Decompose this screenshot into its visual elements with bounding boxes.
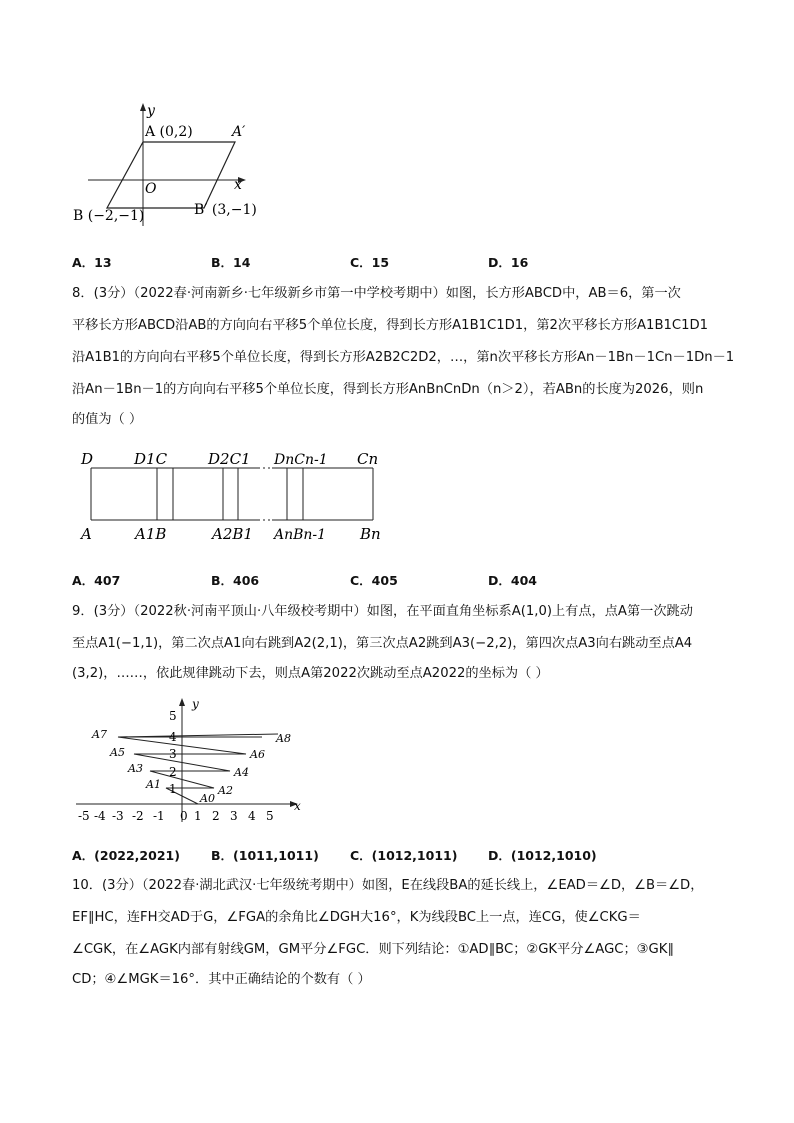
- q9-stem-line-1: 9．(3分）（2022秋·河南平顶山·八年级校考期中）如图，在平面直角坐标系A(1,0)上有点，点A第一次跳动: [72, 604, 693, 619]
- q9-option-b[interactable]: B．(1011,1011): [211, 848, 319, 863]
- q9-x-tick: -1: [153, 809, 165, 823]
- q7-point-a-prime-label: A′: [232, 124, 246, 140]
- q9-y-tick: 3: [169, 747, 177, 761]
- q9-x-tick: -3: [112, 809, 124, 823]
- q10-stem-line-2: EF∥HC，连FH交AD于G，∠FGA的余角比∠DGH大16°，K为线段BC上一点，连CG，使∠CKG＝: [72, 910, 641, 925]
- q8-label-dncn1: DnCn-1: [274, 452, 328, 468]
- q8-stem-line-1: 8．(3分）（2022春·河南新乡·七年级新乡市第一中学校考期中）如图，长方形ABCD中，AB＝6，第一次: [72, 286, 681, 301]
- q8-label-cn: Cn: [357, 450, 379, 468]
- q9-x-tick: 0: [180, 809, 188, 823]
- q9-y-label: y: [192, 697, 199, 711]
- q8-option-d[interactable]: D．404: [488, 573, 537, 588]
- q8-option-b[interactable]: B．406: [211, 573, 260, 588]
- q7-option-c[interactable]: C．15: [350, 255, 390, 270]
- q9-y-tick: 5: [169, 709, 177, 723]
- q9-point-label: A0: [200, 792, 215, 805]
- q8-label-d2c1: D2C1: [208, 450, 251, 468]
- q9-zigzag-figure: [72, 696, 312, 828]
- q8-label-bn: Bn: [360, 525, 381, 543]
- q10-stem-line-3: ∠CGK，在∠AGK内部有射线GM，GM平分∠FGC．则下列结论：①AD∥BC；②GK平分∠AGC；③GK∥: [72, 942, 674, 957]
- q9-x-tick: 3: [230, 809, 238, 823]
- q9-option-c[interactable]: C．(1012,1011): [350, 848, 458, 863]
- q9-y-tick: 2: [169, 765, 177, 779]
- q9-point-label: A2: [218, 784, 233, 797]
- q7-point-b-label: B (−2,−1): [73, 208, 145, 224]
- q9-point-label: A8: [276, 732, 291, 745]
- q9-point-label: A4: [234, 766, 249, 779]
- q9-option-a[interactable]: A．(2022,2021): [72, 848, 180, 863]
- q8-stem-line-2: 平移长方形ABCD沿AB的方向向右平移5个单位长度，得到长方形A1B1C1D1，第2次平移长方形A1B1C1D1: [72, 318, 709, 333]
- q9-x-label: x: [294, 799, 301, 813]
- q10-stem-line-4: CD；④∠MGK＝16°．其中正确结论的个数有（ ）: [72, 972, 371, 987]
- q9-y-tick: 1: [169, 782, 177, 796]
- q8-label-a: A: [81, 525, 92, 543]
- q7-point-a-label: A (0,2): [145, 124, 193, 140]
- q7-option-d[interactable]: D．16: [488, 255, 529, 270]
- q8-stem-line-4: 沿An－1Bn－1的方向向右平移5个单位长度，得到长方形AnBnCnDn（n＞2），若ABn的长度为2026，则n: [72, 382, 704, 397]
- q7-option-b[interactable]: B．14: [211, 255, 251, 270]
- q9-point-label: A7: [92, 728, 107, 741]
- q7-option-a[interactable]: A．13: [72, 255, 112, 270]
- q7-point-b-prime-label: B′ (3,−1): [194, 202, 257, 218]
- q8-label-a2b1: A2B1: [212, 525, 253, 543]
- q8-option-a[interactable]: A．407: [72, 573, 121, 588]
- q9-stem-line-3: (3,2)，……，依此规律跳动下去，则点A第2022次跳动至点A2022的坐标为（ ）: [72, 666, 549, 681]
- q9-point-label: A6: [250, 748, 265, 761]
- q8-stem-line-5: 的值为（ ）: [72, 412, 143, 427]
- q9-x-tick: 5: [266, 809, 274, 823]
- q7-origin-label: O: [145, 181, 157, 197]
- q9-option-d[interactable]: D．(1012,1010): [488, 848, 597, 863]
- q9-point-label: A5: [110, 746, 125, 759]
- q8-label-a1b: A1B: [135, 525, 167, 543]
- q9-y-tick: 4: [169, 730, 177, 744]
- q9-x-tick: 1: [194, 809, 202, 823]
- q8-option-c[interactable]: C．405: [350, 573, 398, 588]
- q9-stem-line-2: 至点A1(−1,1)，第二次点A1向右跳到A2(2,1)，第三次点A2跳到A3(−2,2)，第四次点A3向右跳动至点A4: [72, 636, 693, 651]
- q7-x-label: x: [234, 177, 242, 193]
- q8-label-d1c: D1C: [134, 450, 168, 468]
- q7-coordinate-figure: [70, 98, 270, 238]
- q9-point-label: A1: [146, 778, 161, 791]
- q8-label-d: D: [81, 450, 94, 468]
- q8-stem-line-3: 沿A1B1的方向向右平移5个单位长度，得到长方形A2B2C2D2，…，第n次平移长方形An－1Bn－1Cn－1Dn－1: [72, 350, 735, 365]
- q9-point-label: A3: [128, 762, 143, 775]
- q9-x-tick: -5: [78, 809, 90, 823]
- q9-x-tick: 4: [248, 809, 256, 823]
- q9-x-tick: 2: [212, 809, 220, 823]
- q8-rectangles-figure: [78, 446, 398, 546]
- q8-label-anbn1: AnBn-1: [274, 527, 327, 543]
- q7-y-label: y: [147, 103, 155, 119]
- q9-x-tick: -4: [94, 809, 106, 823]
- q10-stem-line-1: 10．(3分）（2022春·湖北武汉·七年级统考期中）如图，E在线段BA的延长线上，∠EAD＝∠D，∠B＝∠D，: [72, 878, 704, 893]
- q9-x-tick: -2: [132, 809, 144, 823]
